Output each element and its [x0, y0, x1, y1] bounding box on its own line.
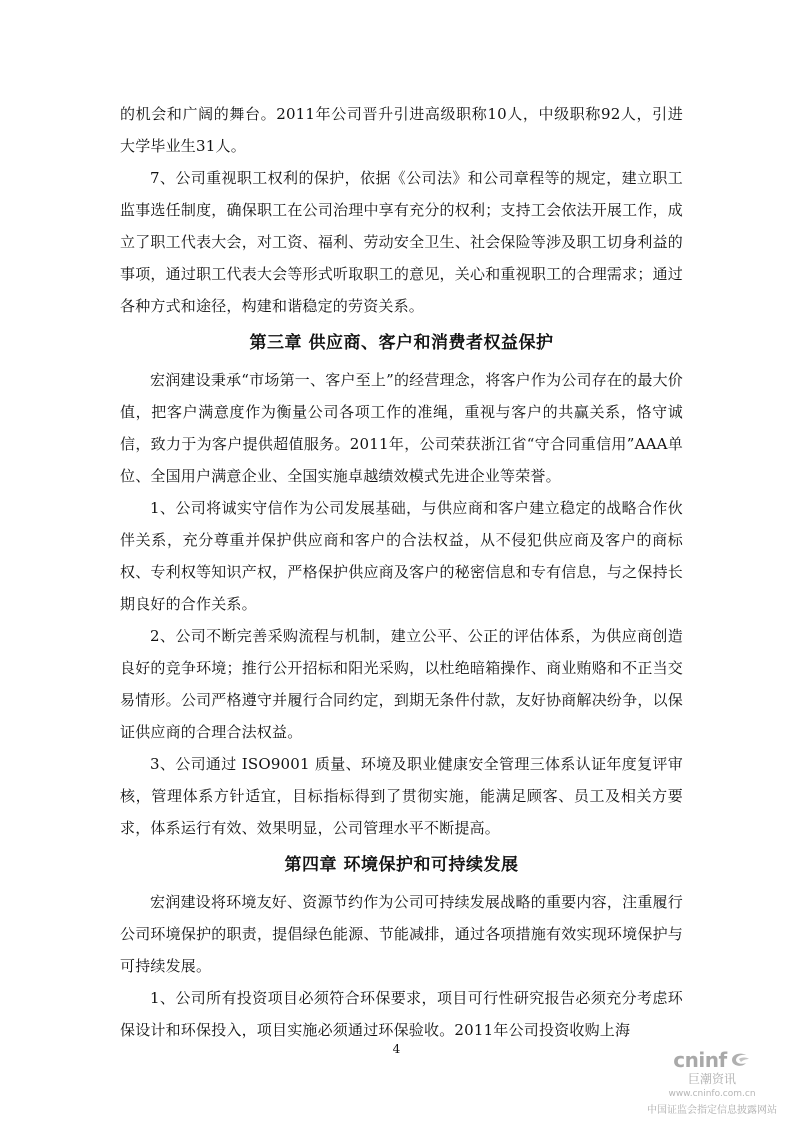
chapter-3-item-3: 3、公司通过 ISO9001 质量、环境及职业健康安全管理三体系认证年度复评审核，管理体系方针适宜，目标指标得到了贯彻实施，能满足顾客、员工及相关方要求，体系运行有效、效果明显，公司管理水平不断提高。 — [120, 755, 683, 837]
chapter-3-item-1: 1、公司将诚实守信作为公司发展基础，与供应商和客户建立稳定的战略合作伙伴关系，充分尊重并保护供应商和客户的合法权益，从不侵犯供应商及客户的商标权、专利权等知识产权，严格保护供应商及客户的秘密信息和专有信息，与之保持长期良好的合作关系。 — [120, 499, 683, 613]
chapter-4-item-1: 1、公司所有投资项目必须符合环保要求，项目可行性研究报告必须充分考虑环保设计和环保投入，项目实施必须通过环保验收。2011年公司投资收购上海 — [120, 989, 683, 1039]
chapter-3-intro: 宏润建设秉承“市场第一、客户至上”的经营理念，将客户作为公司存在的最大价值，把客户满意度作为衡量公司各项工作的准绳，重视与客户的共赢关系，恪守诚信，致力于为客户提供超值服务。2011年，公司荣获浙江省“守合同重信用”AAA单位、全国用户满意企业、全国实施卓越绩效模式先进企业等荣誉。 — [120, 371, 683, 485]
cninfo-watermark — [637, 1048, 787, 1116]
chapter-3-heading: 第三章 供应商、客户和消费者权益保护 — [249, 333, 554, 353]
chapter-3-item-2: 2、公司不断完善采购流程与机制，建立公平、公正的评估体系，为供应商创造良好的竞争环境；推行公开招标和阳光采购，以杜绝暗箱操作、商业贿赂和不正当交易情形。公司严格遵守并履行合同约定，到期无条件付款，友好协商解决纷争，以保证供应商的合理合法权益。 — [120, 627, 683, 741]
chapter-4-heading: 第四章 环境保护和可持续发展 — [284, 855, 519, 875]
cninfo-logo — [637, 1048, 787, 1072]
cninfo-footer-text: 中国证监会指定信息披露网站 — [647, 1105, 777, 1116]
cninfo-swirl-icon — [729, 1051, 751, 1069]
page-number: 4 — [392, 1042, 401, 1056]
paragraph-item-7: 7、公司重视职工权利的保护，依据《公司法》和公司章程等的规定，建立职工监事选任制度，确保职工在公司治理中享有充分的权利；支持工会依法开展工作，成立了职工代表大会，对工资、福利、劳动安全卫生、社会保险等涉及职工切身利益的事项，通过职工代表大会等形式听取职工的意见，关心和重视职工的合理需求；通过各种方式和途径，构建和谐稳定的劳资关系。 — [120, 169, 683, 315]
paragraph-continuation: 的机会和广阔的舞台。2011年公司晋升引进高级职称10人，中级职称92人，引进大学毕业生31人。 — [120, 105, 683, 155]
document-body — [120, 98, 683, 1046]
cninfo-brand-chinese: 巨潮资讯 — [687, 1072, 736, 1086]
chapter-4-intro: 宏润建设将环境友好、资源节约作为公司可持续发展战略的重要内容，注重履行公司环境保护的职责，提倡绿色能源、节能减排，通过各项措施有效实现环境保护与可持续发展。 — [120, 893, 683, 975]
cninfo-url: www.cninfo.com.cn — [668, 1089, 756, 1099]
cninfo-brand: cninf — [673, 1048, 727, 1072]
